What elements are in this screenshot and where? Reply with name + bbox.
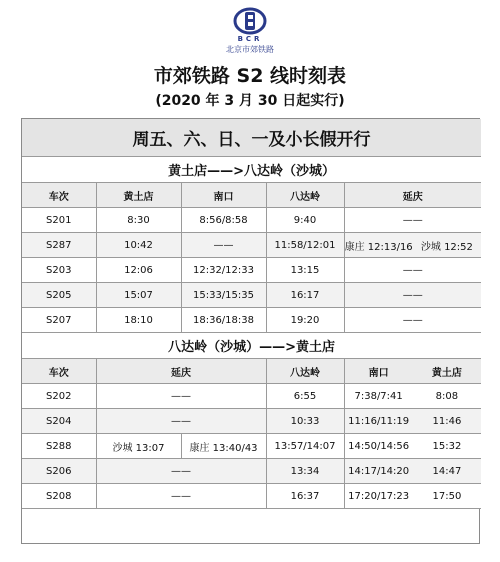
bcr-emblem-icon [233, 6, 267, 36]
time-cell: 13:57/14:07 [266, 434, 344, 459]
operating-days-banner: 周五、六、日、一及小长假开行 [22, 119, 481, 157]
time-cell: —— [96, 484, 266, 509]
column-header: 车次 [22, 183, 96, 208]
train-number: S288 [22, 434, 96, 459]
column-header-split [344, 359, 481, 384]
logo-letters: BCR [237, 35, 263, 43]
time-cell: 15:33/15:35 [181, 283, 266, 308]
split-time-cell [344, 434, 481, 459]
table-row [22, 384, 481, 409]
table-row [22, 283, 481, 308]
train-number: S203 [22, 258, 96, 283]
table-row [22, 409, 481, 434]
train-number: S206 [22, 459, 96, 484]
train-number: S204 [22, 409, 96, 434]
bcr-logo [0, 6, 500, 55]
timetable [22, 119, 481, 509]
time-cell: 17:50 [432, 490, 462, 502]
timetable-frame [21, 118, 480, 544]
table-row [22, 233, 481, 258]
table-row [22, 434, 481, 459]
logo-name: 北京市郊铁路 [226, 45, 274, 54]
column-header: 车次 [22, 359, 96, 384]
time-cell: —— [344, 308, 481, 333]
column-header: 南口 [368, 367, 389, 379]
time-cell: 康庄 13:40/43 [181, 434, 266, 459]
table-row [22, 208, 481, 233]
train-number: S208 [22, 484, 96, 509]
time-cell: 10:42 [96, 233, 181, 258]
time-cell: 9:40 [266, 208, 344, 233]
split-time-cell [344, 484, 481, 509]
train-number: S205 [22, 283, 96, 308]
time-cell: 11:58/12:01 [266, 233, 344, 258]
page-title: 市郊铁路 S2 线时刻表 [153, 65, 347, 87]
time-cell: 11:16/11:19 [348, 415, 410, 427]
time-cell: 8:30 [96, 208, 181, 233]
direction-header-return: 八达岭（沙城）——>黄土店 [22, 333, 481, 359]
time-cell: 14:47 [432, 465, 462, 477]
column-header: 黄土店 [96, 183, 181, 208]
train-number: S201 [22, 208, 96, 233]
time-cell: 14:17/14:20 [348, 465, 410, 477]
time-cell: 18:36/18:38 [181, 308, 266, 333]
split-time-cell [344, 459, 481, 484]
table-row [22, 484, 481, 509]
time-cell: 8:08 [435, 390, 459, 402]
time-cell: —— [96, 409, 266, 434]
column-header: 八达岭 [266, 183, 344, 208]
time-cell: 17:20/17:23 [348, 490, 410, 502]
time-cell: 15:32 [432, 440, 462, 452]
time-cell: 15:07 [96, 283, 181, 308]
time-cell: 12:06 [96, 258, 181, 283]
time-cell: 16:37 [266, 484, 344, 509]
time-cell: —— [96, 459, 266, 484]
train-number: S207 [22, 308, 96, 333]
time-cell: —— [344, 258, 481, 283]
time-cell: 16:17 [266, 283, 344, 308]
time-cell: 6:55 [266, 384, 344, 409]
column-header-row [22, 183, 481, 208]
time-cell: 7:38/7:41 [354, 390, 403, 402]
time-cell: 康庄 12:13/16 [344, 241, 413, 253]
time-cell: 11:46 [432, 415, 462, 427]
column-header: 南口 [181, 183, 266, 208]
time-cell: 沙城 13:07 [96, 434, 181, 459]
time-cell: 8:56/8:58 [181, 208, 266, 233]
time-cell: —— [181, 233, 266, 258]
time-cell: 13:15 [266, 258, 344, 283]
split-time-cell [344, 384, 481, 409]
table-row [22, 258, 481, 283]
split-time-cell [344, 409, 481, 434]
split-time-cell [344, 233, 481, 258]
table-row [22, 459, 481, 484]
time-cell: —— [96, 384, 266, 409]
train-number: S202 [22, 384, 96, 409]
train-number: S287 [22, 233, 96, 258]
column-header: 延庆 [344, 183, 481, 208]
column-header: 八达岭 [266, 359, 344, 384]
time-cell: 14:50/14:56 [348, 440, 410, 452]
time-cell: —— [344, 283, 481, 308]
time-cell: 12:32/12:33 [181, 258, 266, 283]
table-row [22, 308, 481, 333]
page-subtitle: (2020 年 3 月 30 日起实行) [155, 93, 345, 109]
direction-header-outbound: 黄土店——>八达岭（沙城） [22, 157, 481, 183]
time-cell: 10:33 [266, 409, 344, 434]
column-header-row [22, 359, 481, 384]
time-cell: 沙城 12:52 [420, 241, 473, 253]
time-cell: 18:10 [96, 308, 181, 333]
time-cell: 19:20 [266, 308, 344, 333]
column-header: 黄土店 [431, 367, 462, 379]
column-header: 延庆 [96, 359, 266, 384]
time-cell: 13:34 [266, 459, 344, 484]
time-cell: —— [344, 208, 481, 233]
